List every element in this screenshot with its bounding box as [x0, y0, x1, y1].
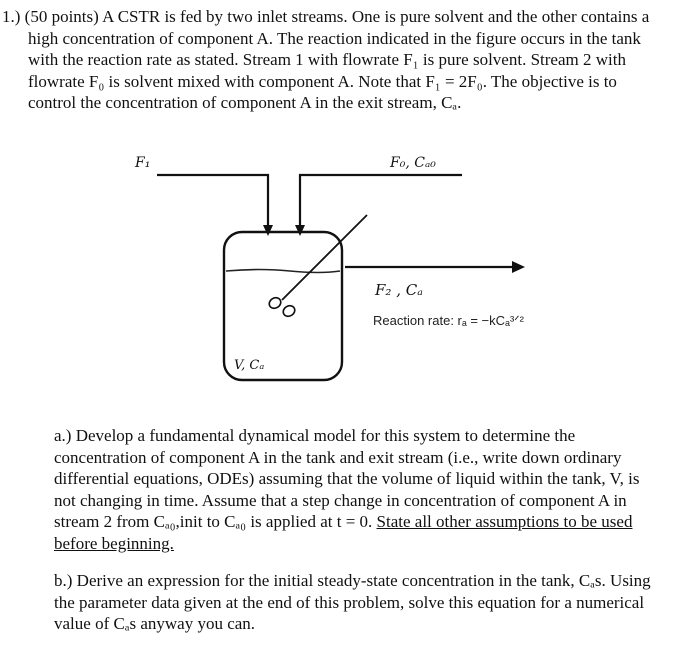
part-a-line-3: differential equations, ODEs) assuming that the volume of liquid within the tank, V, is	[54, 469, 640, 488]
inlet-1-arrow	[263, 225, 273, 236]
agitator-shaft	[282, 215, 367, 300]
inlet-1-pipe	[157, 175, 268, 228]
part-b-line-1: b.) Derive an expression for the initial steady-state concentration in the tank, Cₐs. Using	[54, 571, 651, 590]
part-a	[54, 425, 694, 554]
problem-line-5: control the concentration of component A in the exit stream, Cₐ.	[28, 93, 462, 112]
problem-statement	[2, 6, 692, 114]
assumptions-instruction: State all other assumptions to be used	[376, 512, 633, 531]
part-a-line-2: concentration of component A in the tank and exit stream (i.e., write down ordinary	[54, 447, 622, 467]
tank-label: V, Cₐ	[234, 358, 265, 373]
problem-line-4: flowrate F₀ is solvent mixed with component A. Note that F₁ = 2F₀. The objective is to	[28, 71, 617, 91]
outlet-arrow	[512, 261, 525, 273]
part-b	[54, 570, 694, 635]
part-b-line-2: the parameter data given at the end of this problem, solve this equation for a numerical	[54, 592, 645, 612]
inlet-2-arrow	[295, 225, 305, 236]
inlet-2-pipe	[300, 175, 462, 228]
part-b-line-3: value of Cₐs anyway you can.	[54, 614, 256, 633]
liquid-level	[226, 270, 340, 273]
part-a-line-4: not changing in time. Assume that a step change in concentration of component A in	[54, 490, 627, 510]
inlet-2-label: F₀, Cₐ₀	[390, 155, 436, 171]
part-a-line-6: before beginning.	[54, 533, 174, 553]
reaction-rate: Reaction rate: rₐ = −kCₐ³ᐟ²	[373, 313, 525, 328]
cstr-diagram	[0, 140, 700, 390]
part-a-line-5	[54, 511, 694, 533]
problem-line-2: high concentration of component A. The reaction indicated in the figure occurs in the tank	[28, 28, 641, 48]
outlet-label: F₂ , Cₐ	[375, 281, 423, 299]
part-a-line-5-text: stream 2 from Cₐ₀,init to Cₐ₀ is applied at t = 0.	[54, 512, 373, 531]
inlet-1-label: F₁	[135, 155, 151, 171]
problem-line-1: 1.) (50 points) A CSTR is fed by two inlet streams. One is pure solvent and the other contains a	[2, 7, 650, 26]
problem-line-3: with the reaction rate as stated. Stream 1 with flowrate F₁ is pure solvent. Stream 2 with	[28, 50, 626, 69]
part-a-line-1: a.) Develop a fundamental dynamical model for this system to determine the	[54, 426, 576, 445]
